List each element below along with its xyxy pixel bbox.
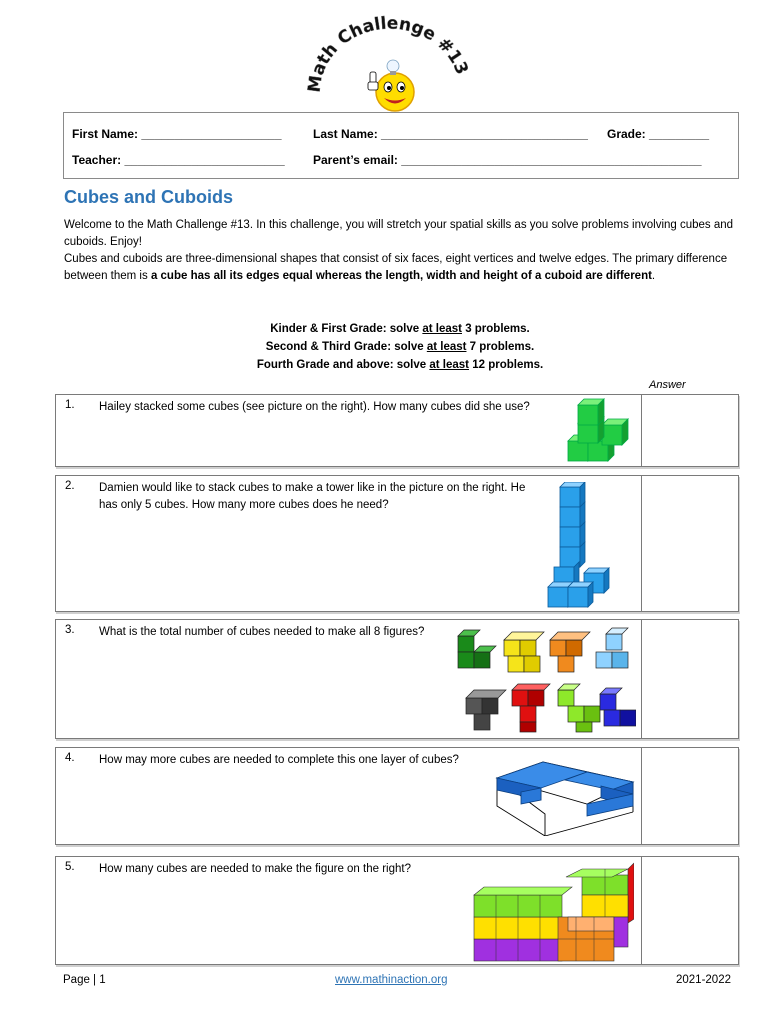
answer-cell[interactable] xyxy=(641,748,642,844)
answer-cell[interactable] xyxy=(641,620,642,738)
answer-column-header: Answer xyxy=(649,379,686,391)
grade-line: Second & Third Grade: solve at least 7 problems. xyxy=(265,341,535,353)
question-number: 1. xyxy=(65,399,75,411)
page-number: Page | 1 xyxy=(63,974,106,986)
logo-graphic xyxy=(300,10,475,120)
question-1 xyxy=(55,394,739,467)
intro-p2-bold: a cube has all its edges equal whereas the length, width and height of a cuboid are different xyxy=(150,270,652,283)
last-name-field[interactable]: Last Name: _______________________________ xyxy=(313,127,588,141)
parent-email-field[interactable]: Parent’s email: _____________________________________________ xyxy=(313,153,702,167)
logo-text: Math Challenge #13 xyxy=(304,13,472,94)
cube-layer-figure xyxy=(491,756,639,836)
eight-figures-group xyxy=(454,626,636,736)
question-number: 3. xyxy=(65,624,75,636)
question-5 xyxy=(55,856,739,965)
question-4 xyxy=(55,747,739,845)
question-text: What is the total number of cubes needed to make all 8 figures? xyxy=(99,626,425,638)
question-2 xyxy=(55,475,739,612)
answer-cell[interactable] xyxy=(641,857,642,964)
footer-link[interactable] xyxy=(335,974,448,986)
intro-paragraph-2 xyxy=(64,251,734,286)
question-number: 4. xyxy=(65,752,75,764)
intro-paragraph-1: Welcome to the Math Challenge #13. In this challenge, you will stretch your spatial skills as you solve problems involving cubes and cuboids. Enjoy! xyxy=(64,219,734,249)
question-number: 2. xyxy=(65,480,75,492)
teacher-field[interactable]: Teacher: ________________________ xyxy=(72,153,285,167)
grade-line: Kinder & First Grade: solve at least 3 problems. xyxy=(270,323,530,335)
question-text: How many cubes are needed to make the figure on the right? xyxy=(99,863,411,875)
question-text: Damien would like to stack cubes to make a tower like in the picture on the right. He has only 5 cubes. How many more cubes does he need? xyxy=(99,482,526,511)
question-3 xyxy=(55,619,739,739)
layered-cubes-figure xyxy=(472,859,634,963)
student-info-box xyxy=(63,112,739,179)
smiley-icon xyxy=(376,73,414,111)
math-challenge-logo xyxy=(300,10,475,120)
answer-cell[interactable] xyxy=(641,476,642,611)
first-name-field[interactable]: First Name: _____________________ xyxy=(72,127,282,141)
question-text: Hailey stacked some cubes (see picture on the right). How many cubes did she use? xyxy=(99,401,530,413)
grade-requirements xyxy=(100,320,700,374)
green-cubes-figure xyxy=(564,397,634,465)
pointing-hand-icon xyxy=(368,72,378,90)
blue-tower-figure xyxy=(544,482,614,610)
answer-cell[interactable] xyxy=(641,395,642,466)
intro-p2-end: . xyxy=(651,270,656,283)
question-text: How may more cubes are needed to complete this one layer of cubes? xyxy=(99,754,459,766)
intro-p2-start: Cubes and cuboids are three-dimensional shapes that consist of six faces, eight vertices and twelve edges. The primary difference between them is xyxy=(64,253,728,283)
website-link[interactable]: www.mathinaction.org xyxy=(335,974,448,986)
question-number: 5. xyxy=(65,861,75,873)
grade-line: Fourth Grade and above: solve at least 12 problems. xyxy=(256,359,544,371)
page-title: Cubes and Cuboids xyxy=(64,187,234,207)
grade-field[interactable]: Grade: _________ xyxy=(607,127,710,141)
school-year: 2021-2022 xyxy=(676,974,731,986)
